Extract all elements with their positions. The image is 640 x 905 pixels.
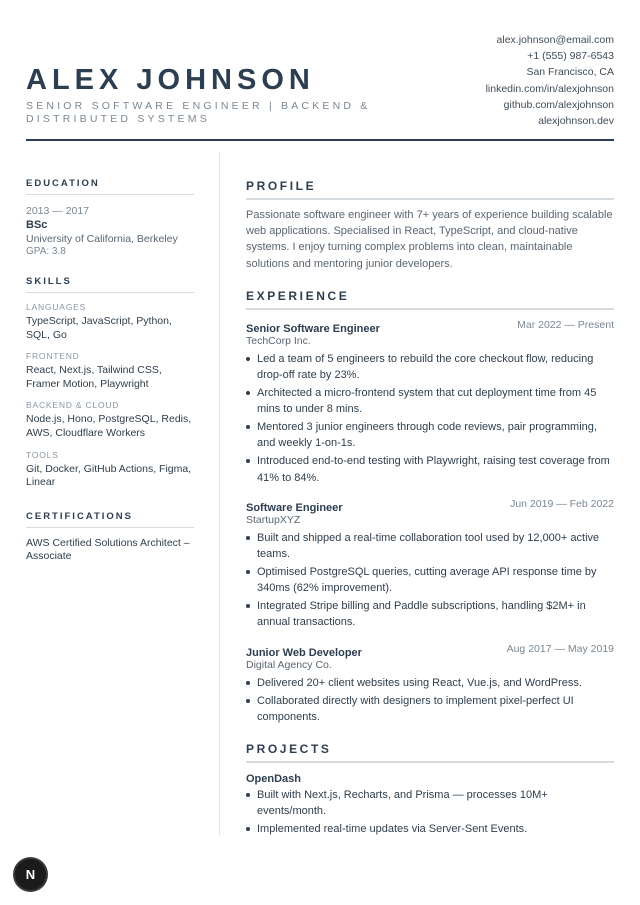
skill-category-items: React, Next.js, Tailwind CSS, Framer Motion, Playwright bbox=[26, 364, 162, 390]
contact-phone[interactable]: +1 (555) 987-6543 bbox=[527, 50, 614, 63]
contact-website[interactable]: alexjohnson.dev bbox=[538, 115, 614, 128]
skill-group-backend bbox=[26, 400, 194, 440]
skill-category-label: TOOLS bbox=[26, 449, 59, 460]
job-dates: Jun 2019 — Feb 2022 bbox=[510, 497, 614, 510]
skill-category-label: FRONTEND bbox=[26, 351, 80, 362]
badge-letter: N bbox=[25, 867, 36, 882]
skills-section bbox=[26, 276, 194, 490]
skills-heading: SKILLS bbox=[26, 276, 194, 293]
job-bullets bbox=[246, 675, 614, 725]
job-role: Senior Software Engineer bbox=[246, 322, 380, 335]
profile-section bbox=[246, 179, 614, 272]
education-years: 2013 — 2017 bbox=[26, 205, 90, 217]
skill-category-items: TypeScript, JavaScript, Python, SQL, Go bbox=[26, 315, 172, 341]
job-entry bbox=[246, 643, 614, 725]
job-company: TechCorp Inc. bbox=[246, 334, 311, 347]
column-divider bbox=[219, 152, 220, 836]
skill-group-frontend bbox=[26, 351, 194, 391]
skill-category-items: Node.js, Hono, PostgreSQL, Redis, AWS, Cloudflare Workers bbox=[26, 413, 192, 439]
job-title-tagline: SENIOR SOFTWARE ENGINEER | BACKEND & DISTRIBUTED SYSTEMS bbox=[26, 100, 371, 125]
main-column bbox=[246, 179, 614, 839]
skill-group-tools bbox=[26, 450, 194, 490]
job-dates: Aug 2017 — May 2019 bbox=[506, 642, 614, 655]
nextjs-logo-icon[interactable] bbox=[15, 859, 46, 890]
contact-location: San Francisco, CA bbox=[526, 66, 614, 79]
experience-heading: EXPERIENCE bbox=[246, 289, 614, 310]
profile-summary: Passionate software engineer with 7+ years of experience building scalable web applications. Specialised in React, TypeScript, and cloud-native systems. I enjoy turning complex problems into clean, maintainable solutions and mentoring junior developers. bbox=[246, 209, 613, 270]
resume-header bbox=[26, 30, 614, 140]
certifications-heading: CERTIFICATIONS bbox=[26, 511, 194, 528]
bullet-item: Delivered 20+ client websites using React, Vue.js, and WordPress. bbox=[246, 675, 614, 691]
contact-block bbox=[486, 32, 614, 129]
contact-github[interactable]: github.com/alexjohnson bbox=[503, 98, 614, 111]
job-company: StartupXYZ bbox=[246, 513, 301, 526]
contact-linkedin[interactable]: linkedin.com/in/alexjohnson bbox=[485, 82, 614, 95]
bullet-item: Led a team of 5 engineers to rebuild the core checkout flow, reducing drop-off rate by 23%. bbox=[246, 351, 614, 383]
job-dates: Mar 2022 — Present bbox=[517, 318, 614, 331]
job-entry bbox=[246, 319, 614, 486]
projects-section bbox=[246, 742, 614, 837]
skill-category-items: Git, Docker, GitHub Actions, Figma, Linear bbox=[26, 462, 192, 489]
bullet-item: Implemented real-time updates via Server-Sent Events. bbox=[246, 821, 614, 837]
education-section bbox=[26, 178, 194, 257]
projects-heading: PROJECTS bbox=[246, 742, 614, 763]
bullet-item: Built with Next.js, Recharts, and Prisma — processes 10M+ events/month. bbox=[246, 787, 614, 819]
job-bullets bbox=[246, 351, 614, 486]
job-role: Junior Web Developer bbox=[246, 646, 362, 659]
bullet-item: Architected a micro-frontend system that cut deployment time from 45 mins to under 8 mins. bbox=[246, 385, 614, 417]
bullet-item: Optimised PostgreSQL queries, cutting average API response time by 340ms (62% improvement). bbox=[246, 564, 614, 596]
project-name: OpenDash bbox=[246, 773, 302, 786]
profile-heading: PROFILE bbox=[246, 179, 614, 200]
header-divider bbox=[26, 139, 614, 141]
project-bullets bbox=[246, 787, 614, 837]
education-heading: EDUCATION bbox=[26, 178, 194, 195]
bullet-item: Introduced end-to-end testing with Playwright, raising test coverage from 41% to 84%. bbox=[246, 453, 614, 485]
bullet-item: Built and shipped a real-time collaboration tool used by 12,000+ active teams. bbox=[246, 530, 614, 562]
certification-item: AWS Certified Solutions Architect – Associate bbox=[26, 536, 190, 563]
education-school: University of California, Berkeley bbox=[26, 233, 178, 245]
certifications-section bbox=[26, 511, 194, 564]
bullet-item: Integrated Stripe billing and Paddle subscriptions, handling $2M+ in annual transactions. bbox=[246, 598, 614, 630]
full-name: ALEX JOHNSON bbox=[26, 64, 315, 96]
job-bullets bbox=[246, 530, 614, 631]
education-degree: BSc bbox=[26, 219, 48, 231]
sidebar-column bbox=[26, 178, 194, 564]
job-company: Digital Agency Co. bbox=[246, 658, 332, 671]
skill-category-label: BACKEND & CLOUD bbox=[26, 400, 120, 411]
education-gpa: GPA: 3.8 bbox=[26, 246, 66, 257]
contact-email[interactable]: alex.johnson@email.com bbox=[496, 34, 614, 46]
bullet-item: Mentored 3 junior engineers through code reviews, pair programming, and weekly 1-on-1s. bbox=[246, 419, 614, 451]
job-role: Software Engineer bbox=[246, 501, 343, 514]
bullet-item: Collaborated directly with designers to implement pixel-perfect UI components. bbox=[246, 693, 614, 725]
skill-group-languages bbox=[26, 302, 194, 342]
experience-section bbox=[246, 289, 614, 725]
job-entry bbox=[246, 498, 614, 631]
skill-category-label: LANGUAGES bbox=[26, 302, 87, 312]
